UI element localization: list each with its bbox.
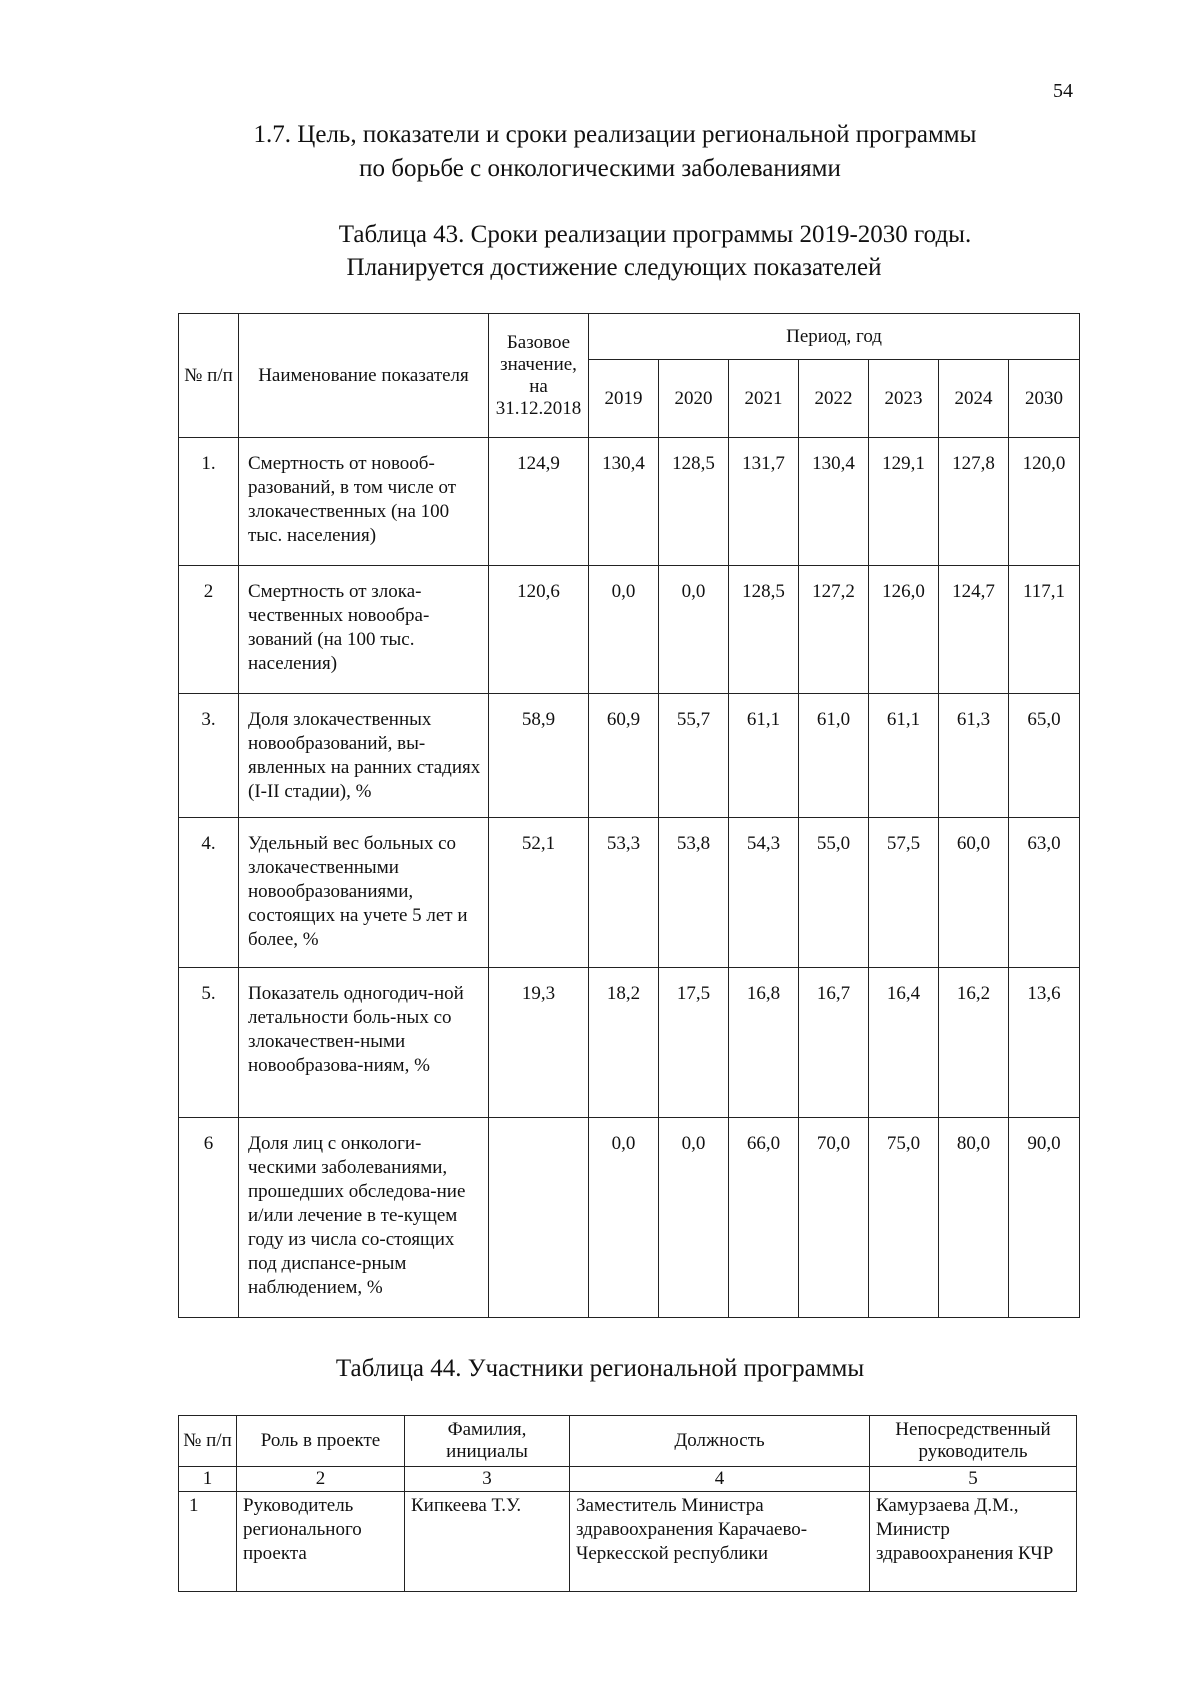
base-value: 52,1 [489, 818, 589, 968]
base-value: 19,3 [489, 968, 589, 1118]
table43-caption-line1: Таблица 43. Сроки реализации программы 2019-2030 годы. [338, 221, 972, 248]
row-number: 6 [179, 1118, 239, 1318]
table-row [179, 1492, 1077, 1592]
participants-table [178, 1415, 1077, 1592]
header-indicator-name: Наименование показателя [239, 314, 489, 438]
base-value: 58,9 [489, 694, 589, 818]
year-value: 16,7 [799, 968, 869, 1118]
header-number: № п/п [179, 1416, 237, 1467]
header-year: 2030 [1009, 360, 1080, 438]
row-number: 4. [179, 818, 239, 968]
table44-caption: Таблица 44. Участники региональной программы [335, 1355, 865, 1382]
indicator-name: Показатель одногодич-ной летальности боль-ных со злокачествен-ными новообразова-ниям, % [239, 968, 489, 1118]
column-number: 4 [570, 1467, 870, 1492]
year-value: 61,3 [939, 694, 1009, 818]
year-value: 70,0 [799, 1118, 869, 1318]
indicator-name: Доля злокачественных новообразований, вы-явленных на ранних стадиях (I-II стадии), % [239, 694, 489, 818]
column-number: 5 [870, 1467, 1077, 1492]
year-value: 129,1 [869, 438, 939, 566]
column-number: 1 [179, 1467, 237, 1492]
column-number: 3 [405, 1467, 570, 1492]
year-value: 0,0 [589, 1118, 659, 1318]
year-value: 63,0 [1009, 818, 1080, 968]
header-period: Период, год [589, 314, 1080, 360]
year-value: 61,1 [869, 694, 939, 818]
year-value: 66,0 [729, 1118, 799, 1318]
year-value: 61,1 [729, 694, 799, 818]
row-number: 1. [179, 438, 239, 566]
base-value [489, 1118, 589, 1318]
table-row [179, 694, 1080, 818]
table43-caption [0, 218, 1200, 284]
row-number: 5. [179, 968, 239, 1118]
row-number: 3. [179, 694, 239, 818]
base-value: 124,9 [489, 438, 589, 566]
section-heading-line2: по борьбе с онкологическими заболеваниями [359, 155, 841, 182]
year-value: 53,8 [659, 818, 729, 968]
year-value: 16,8 [729, 968, 799, 1118]
year-value: 17,5 [659, 968, 729, 1118]
year-value: 90,0 [1009, 1118, 1080, 1318]
section-heading-line1: 1.7. Цель, показатели и сроки реализации региональной программы [253, 121, 977, 148]
year-value: 130,4 [589, 438, 659, 566]
table-row [179, 438, 1080, 566]
year-value: 61,0 [799, 694, 869, 818]
year-value: 57,5 [869, 818, 939, 968]
indicator-name: Смертность от злока-чественных новообра-зований (на 100 тыс. населения) [239, 566, 489, 694]
header-year: 2024 [939, 360, 1009, 438]
year-value: 13,6 [1009, 968, 1080, 1118]
year-value: 128,5 [729, 566, 799, 694]
year-value: 55,7 [659, 694, 729, 818]
year-value: 120,0 [1009, 438, 1080, 566]
column-number: 2 [237, 1467, 405, 1492]
header-number: № п/п [179, 314, 239, 438]
table43-caption-line2: Планируется достижение следующих показателей [346, 254, 882, 281]
header-year: 2021 [729, 360, 799, 438]
role-cell: Руководитель регионального проекта [237, 1492, 405, 1592]
table-row [179, 968, 1080, 1118]
year-value: 131,7 [729, 438, 799, 566]
header-position: Должность [570, 1416, 870, 1467]
year-value: 65,0 [1009, 694, 1080, 818]
year-value: 126,0 [869, 566, 939, 694]
row-number: 1 [179, 1492, 237, 1592]
year-value: 130,4 [799, 438, 869, 566]
header-year: 2020 [659, 360, 729, 438]
year-value: 55,0 [799, 818, 869, 968]
year-value: 0,0 [589, 566, 659, 694]
year-value: 54,3 [729, 818, 799, 968]
year-value: 124,7 [939, 566, 1009, 694]
year-value: 16,2 [939, 968, 1009, 1118]
year-value: 0,0 [659, 1118, 729, 1318]
section-heading [0, 118, 1200, 186]
year-value: 127,2 [799, 566, 869, 694]
year-value: 80,0 [939, 1118, 1009, 1318]
year-value: 128,5 [659, 438, 729, 566]
year-value: 18,2 [589, 968, 659, 1118]
indicator-name: Удельный вес больных со злокачественными новообразованиями, состоящих на учете 5 лет и более, % [239, 818, 489, 968]
indicator-name: Смертность от новооб-разований, в том числе от злокачественных (на 100 тыс. населения) [239, 438, 489, 566]
header-year: 2023 [869, 360, 939, 438]
header-person: Фамилия, инициалы [405, 1416, 570, 1467]
page-number: 54 [1053, 80, 1073, 102]
header-role: Роль в проекте [237, 1416, 405, 1467]
year-value: 60,0 [939, 818, 1009, 968]
year-value: 0,0 [659, 566, 729, 694]
person-cell: Кипкеева Т.У. [405, 1492, 570, 1592]
year-value: 127,8 [939, 438, 1009, 566]
indicator-name: Доля лиц с онкологи-ческими заболеваниями, прошедших обследова-ние и/или лечение в те-кущем году из числа со-стоящих под диспансе-рным наблюдением, % [239, 1118, 489, 1318]
header-supervisor: Непосредственный руководитель [870, 1416, 1077, 1467]
year-value: 53,3 [589, 818, 659, 968]
supervisor-cell: Камурзаева Д.М., Министр здравоохранения КЧР [870, 1492, 1077, 1592]
header-base-value: Базовое значение, на 31.12.2018 [489, 314, 589, 438]
year-value: 60,9 [589, 694, 659, 818]
header-year: 2022 [799, 360, 869, 438]
table-row [179, 818, 1080, 968]
table-row [179, 1118, 1080, 1318]
year-value: 16,4 [869, 968, 939, 1118]
position-cell: Заместитель Министра здравоохранения Карачаево-Черкесской республики [570, 1492, 870, 1592]
table-row [179, 566, 1080, 694]
row-number: 2 [179, 566, 239, 694]
base-value: 120,6 [489, 566, 589, 694]
year-value: 117,1 [1009, 566, 1080, 694]
indicators-table [178, 313, 1080, 1318]
year-value: 75,0 [869, 1118, 939, 1318]
header-year: 2019 [589, 360, 659, 438]
